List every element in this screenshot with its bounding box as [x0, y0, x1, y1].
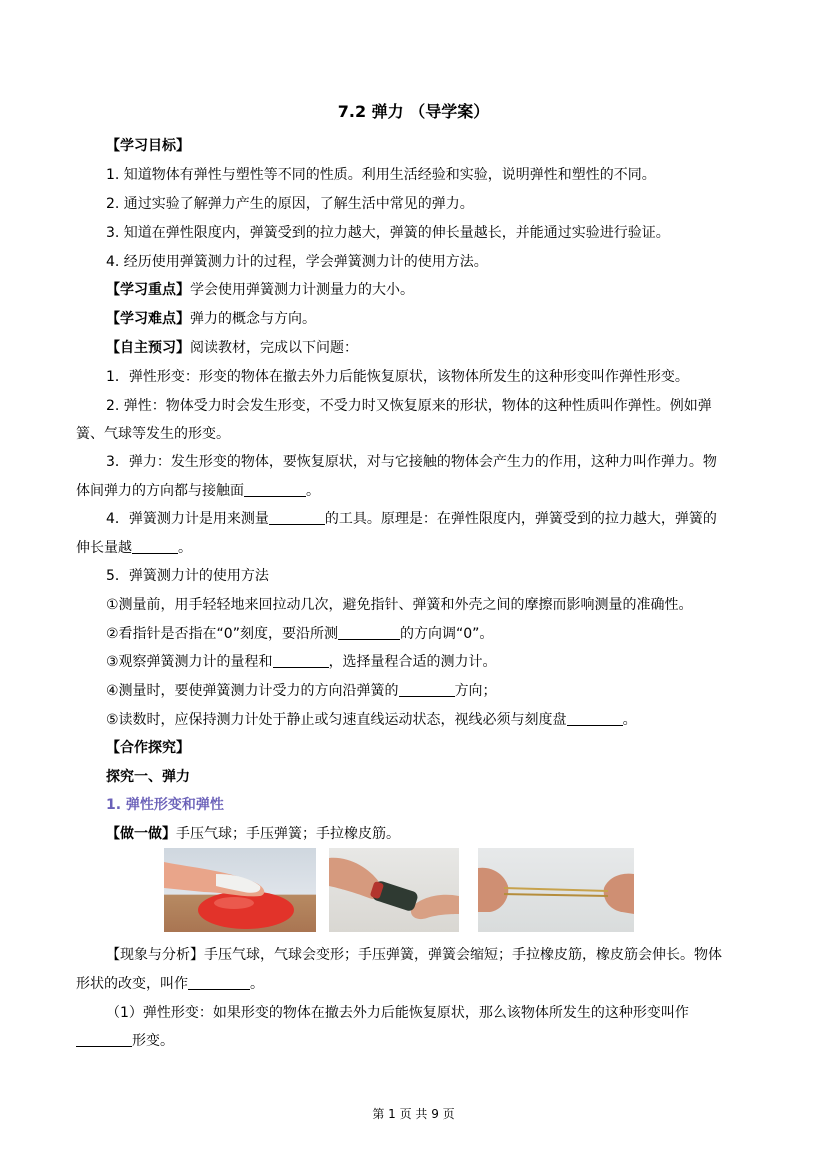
goal-item-3: 3. 知道在弹性限度内，弹簧受到的拉力越大，弹簧的伸长量越长，并能通过实验进行验证。	[106, 225, 670, 241]
step-2-text-b: 的方向调“0”。	[399, 626, 494, 642]
page-footer: 第 1 页 共 9 页	[372, 1107, 455, 1121]
step-3-text-b: ，选择量程合适的测力计。	[328, 654, 497, 670]
rubber-band-illustration	[478, 848, 634, 932]
step-5-text-a: ⑤读数时，应保持测力计处于静止或匀速直线运动状态，视线必须与刻度盘	[106, 712, 567, 728]
preview-p2-line1: 2. 弹性：物体受力时会发生形变，不受力时又恢复原来的形状，物体的这种性质叫作弹性。例如弹	[106, 398, 712, 414]
do-it-label: 【做一做】	[106, 826, 176, 842]
coop-heading: 【合作探究】	[106, 740, 190, 756]
step-3-text-a: ③观察弹簧测力计的量程和	[106, 654, 273, 670]
fill-blank	[269, 510, 325, 525]
do-it	[106, 824, 400, 844]
question-1-text-b: 形变。	[132, 1033, 174, 1049]
preview-p4-line1	[106, 509, 717, 529]
preview-intro	[106, 338, 358, 358]
step-2-text-a: ②看指针是否指在“0”刻度，要沿所测	[106, 626, 338, 642]
preview-p1: 1．弹性形变：形变的物体在撤去外力后能恢复原状，该物体所发生的这种形变叫作弹性形变。	[106, 369, 689, 385]
section-heading: 1. 弹性形变和弹性	[106, 797, 224, 813]
observation-line2	[76, 974, 264, 994]
preview-text: 阅读教材，完成以下问题：	[190, 340, 358, 356]
spring-press-illustration	[329, 848, 459, 932]
goal-item-1: 1. 知道物体有弹性与塑性等不同的性质。利用生活经验和实验，说明弹性和塑性的不同。	[106, 167, 656, 183]
observation-text-a: 形状的改变，叫作	[76, 976, 188, 992]
key-point	[106, 280, 414, 300]
preview-p3-text-b: 。	[306, 483, 320, 499]
difficulty	[106, 309, 316, 329]
fill-blank	[399, 682, 455, 697]
preview-p4-text-d: 。	[178, 540, 192, 556]
preview-p3-text-a: 体间弹力的方向都与接触面	[76, 483, 244, 499]
preview-p4-line2	[76, 538, 192, 558]
balloon-press-photo	[164, 848, 316, 932]
goal-item-2: 2. 通过实验了解弹力产生的原因，了解生活中常见的弹力。	[106, 196, 474, 212]
observation-text-b: 。	[250, 976, 264, 992]
question-1-line2	[76, 1031, 174, 1051]
preview-p4-text-a: 4．弹簧测力计是用来测量	[106, 511, 269, 527]
step-2	[106, 624, 493, 644]
page-title: 7.2 弹力 （导学案）	[337, 102, 490, 121]
preview-p3-line2	[76, 481, 320, 501]
preview-p2-line2: 簧、气球等发生的形变。	[76, 426, 230, 442]
difficulty-label: 【学习难点】	[106, 311, 190, 327]
step-4-text-a: ④测量时，要使弹簧测力计受力的方向沿弹簧的	[106, 683, 399, 699]
spring-press-photo	[329, 848, 459, 932]
fill-blank	[338, 625, 400, 640]
rubber-band-photo	[478, 848, 634, 932]
preview-label: 【自主预习】	[106, 340, 190, 356]
key-point-label: 【学习重点】	[106, 282, 190, 298]
goal-item-4: 4. 经历使用弹簧测力计的过程，学会弹簧测力计的使用方法。	[106, 254, 488, 270]
step-3	[106, 652, 497, 672]
fill-blank	[76, 1032, 132, 1047]
preview-p3-line1: 3．弹力：发生形变的物体，要恢复原状，对与它接触的物体会产生力的作用，这种力叫作弹力。物	[106, 454, 717, 470]
preview-p4-text-b: 的工具。原理是：在弹性限度内，弹簧受到的拉力越大，弹簧的	[324, 511, 717, 527]
difficulty-text: 弹力的概念与方向。	[190, 311, 316, 327]
observation-line1: 【现象与分析】手压气球，气球会变形；手压弹簧，弹簧会缩短；手拉橡皮筋，橡皮筋会伸长。物体	[106, 947, 722, 963]
coop-subheading: 探究一、弹力	[106, 769, 190, 785]
step-4	[106, 681, 497, 701]
goals-heading: 【学习目标】	[106, 138, 190, 154]
step-5	[106, 710, 637, 730]
question-1-line1: （1）弹性形变：如果形变的物体在撤去外力后能恢复原状，那么该物体所发生的这种形变叫作	[106, 1005, 689, 1021]
fill-blank	[567, 711, 623, 726]
fill-blank	[273, 653, 329, 668]
preview-p5: 5．弹簧测力计的使用方法	[106, 568, 269, 584]
fill-blank	[244, 482, 306, 497]
do-it-text: 手压气球；手压弹簧；手拉橡皮筋。	[176, 826, 400, 842]
preview-p4-text-c: 伸长量越	[76, 540, 132, 556]
fill-blank	[132, 539, 178, 554]
key-point-text: 学会使用弹簧测力计测量力的大小。	[190, 282, 414, 298]
step-1: ①测量前，用手轻轻地来回拉动几次，避免指针、弹簧和外壳之间的摩擦而影响测量的准确性。	[106, 597, 693, 613]
fill-blank	[188, 975, 250, 990]
step-5-text-b: 。	[622, 712, 637, 728]
step-4-text-b: 方向；	[454, 683, 497, 699]
balloon-press-illustration	[164, 848, 316, 932]
